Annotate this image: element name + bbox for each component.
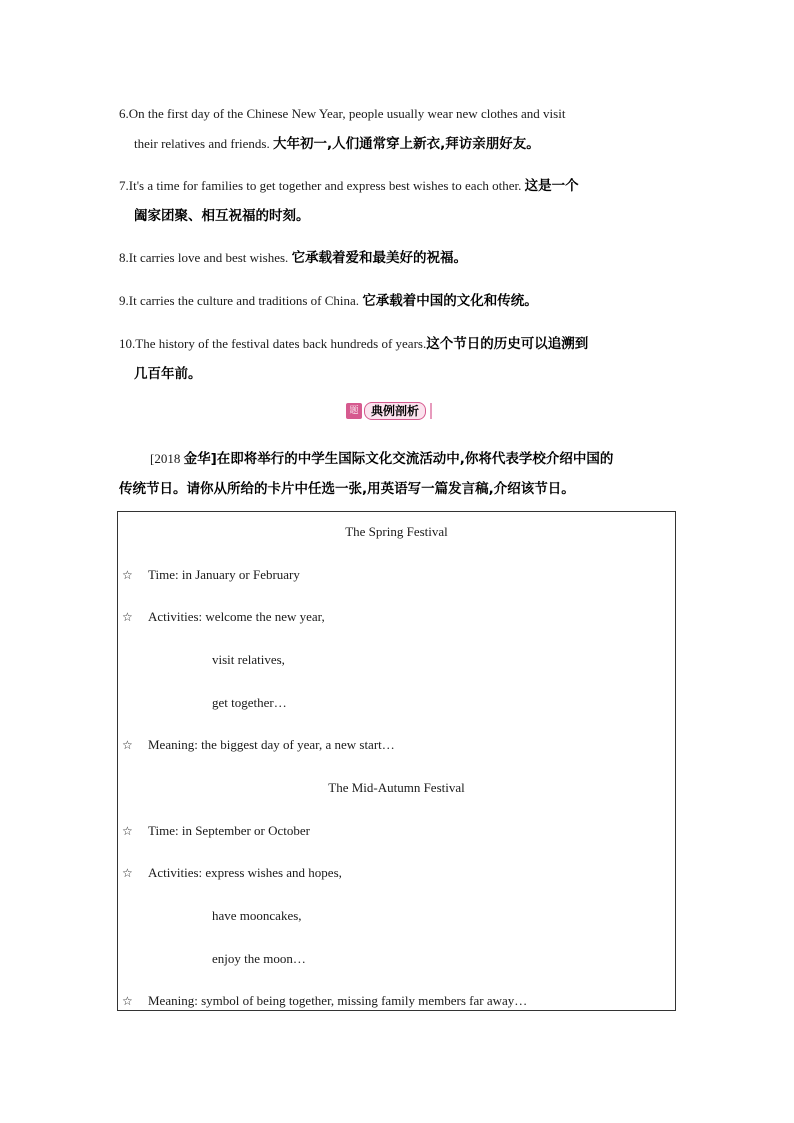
festival-card bbox=[117, 511, 676, 1011]
star-icon: ☆ bbox=[122, 738, 133, 752]
sentence-9-chinese: 它承载着中国的文化和传统。 bbox=[362, 293, 538, 309]
spring-activity-visit: visit relatives, bbox=[212, 652, 285, 667]
sentence-7-chinese-start: 这是一个 bbox=[524, 178, 579, 194]
prompt-source-year: [2018 bbox=[150, 451, 184, 466]
star-icon: ☆ bbox=[122, 568, 133, 582]
sentence-8-english: 8.It carries love and best wishes. bbox=[119, 250, 292, 265]
festival-title-mid-autumn: The Mid-Autumn Festival bbox=[328, 780, 465, 795]
spring-time: Time: in January or February bbox=[148, 567, 300, 582]
prompt-source-place: 金华] bbox=[183, 451, 217, 467]
section-badge-label: 典例剖析 bbox=[364, 402, 426, 420]
section-badge bbox=[346, 402, 432, 420]
star-icon: ☆ bbox=[122, 610, 133, 624]
sentence-6-english: their relatives and friends. bbox=[134, 136, 273, 151]
sentence-10-english: 10.The history of the festival dates back hundreds of years. bbox=[119, 336, 427, 351]
star-icon: ☆ bbox=[122, 824, 133, 838]
badge-divider bbox=[430, 403, 432, 419]
sentence-10-line-2: 几百年前。 bbox=[134, 366, 202, 382]
spring-activity-gather: get together… bbox=[212, 695, 287, 710]
sentence-10-line-1 bbox=[119, 336, 588, 352]
sentence-9 bbox=[119, 293, 538, 309]
festival-title-spring: The Spring Festival bbox=[345, 524, 448, 539]
sentence-6-chinese: 大年初一,人们通常穿上新衣,拜访亲朋好友。 bbox=[272, 136, 540, 152]
prompt-line-1 bbox=[150, 451, 613, 467]
sentence-7-english: 7.It's a time for families to get together and express best wishes to each other. bbox=[119, 178, 525, 193]
spring-activities: Activities: welcome the new year, bbox=[148, 609, 325, 624]
prompt-line-2: 传统节日。请你从所给的卡片中任选一张,用英语写一篇发言稿,介绍该节日。 bbox=[119, 481, 575, 497]
sentence-8 bbox=[119, 250, 467, 266]
sentence-7-line-1 bbox=[119, 178, 579, 194]
mid-autumn-time: Time: in September or October bbox=[148, 823, 310, 838]
mid-autumn-activity-moon: enjoy the moon… bbox=[212, 951, 306, 966]
sentence-6-line-2 bbox=[134, 136, 540, 152]
sentence-7-line-2: 阖家团聚、相互祝福的时刻。 bbox=[134, 208, 310, 224]
star-icon: ☆ bbox=[122, 994, 133, 1008]
sentence-10-chinese-start: 这个节日的历史可以追溯到 bbox=[426, 336, 589, 352]
mid-autumn-meaning: Meaning: symbol of being together, missing family members far away… bbox=[148, 993, 528, 1008]
star-icon: ☆ bbox=[122, 866, 133, 880]
example-icon: 题 bbox=[346, 403, 362, 419]
sentence-9-english: 9.It carries the culture and traditions of China. bbox=[119, 293, 363, 308]
prompt-text-1: 在即将举行的中学生国际文化交流活动中,你将代表学校介绍中国的 bbox=[216, 451, 614, 467]
sentence-6-line-1: 6.On the first day of the Chinese New Year, people usually wear new clothes and visit bbox=[119, 106, 566, 121]
sentence-8-chinese: 它承载着爱和最美好的祝福。 bbox=[291, 250, 468, 266]
mid-autumn-activity-mooncakes: have mooncakes, bbox=[212, 908, 302, 923]
mid-autumn-activities: Activities: express wishes and hopes, bbox=[148, 865, 342, 880]
spring-meaning: Meaning: the biggest day of year, a new start… bbox=[148, 737, 395, 752]
